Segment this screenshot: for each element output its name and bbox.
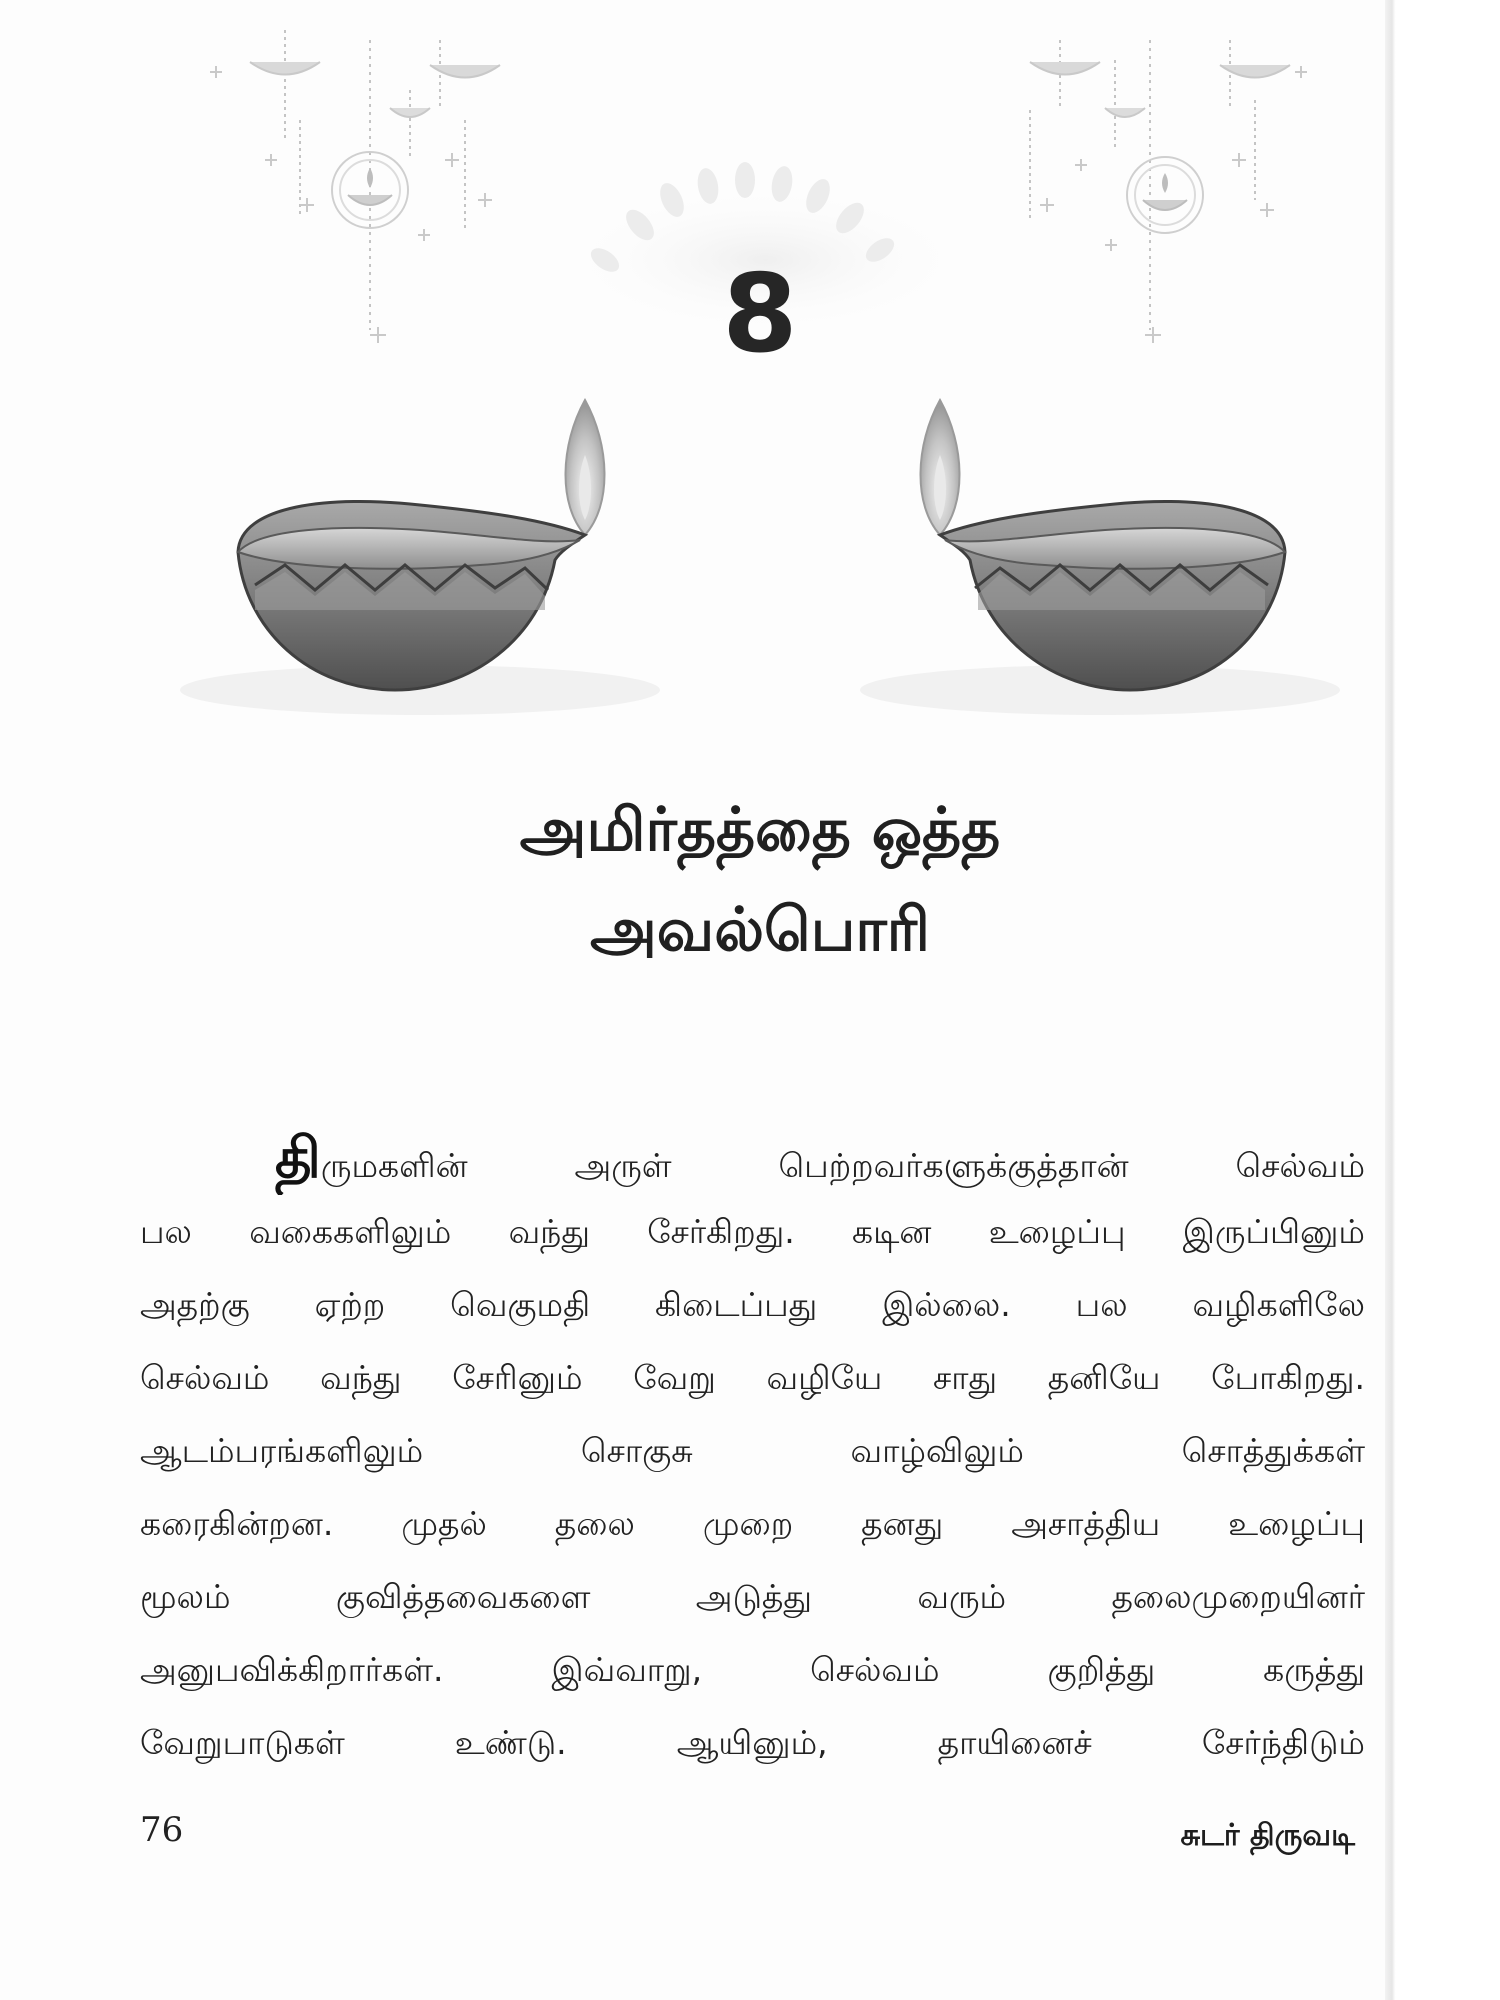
paragraph-line: வேறுபாடுகள் உண்டு. ஆயினும், தாயினைச் சேர்ந்திடும் <box>140 1723 1365 1762</box>
chapter-header-illustration <box>0 0 1500 780</box>
chapter-number: 8 <box>722 252 798 377</box>
oil-lamp-icon <box>238 400 605 690</box>
paragraph-line: ஆடம்பரங்களிலும் சொகுசு வாழ்விலும் சொத்துக்கள் <box>140 1431 1365 1470</box>
chapter-title-line-2: அவல்பொரி <box>590 895 930 965</box>
paragraph-first-line <box>140 1122 1365 1195</box>
paragraph-line: அனுபவிக்கிறார்கள். இவ்வாறு, செல்வம் குறித்து கருத்து <box>140 1650 1365 1689</box>
chapter-title-line-1: அமிர்தத்தை ஒத்த <box>519 795 1001 865</box>
drop-cap: தி <box>275 1126 321 1191</box>
hanging-lamps-icon <box>1030 40 1307 343</box>
hanging-lamps-icon <box>210 30 500 343</box>
paragraph-line: கரைகின்றன. முதல் தலை முறை தனது அசாத்திய உழைப்பு <box>140 1504 1365 1543</box>
paragraph-line: செல்வம் வந்து சேரினும் வேறு வழியே சாது தனியே போகிறது. <box>140 1358 1365 1397</box>
chapter-title <box>300 780 1220 980</box>
book-title-footer: சுடர் திருவடி <box>1180 1818 1355 1853</box>
paragraph-line: அதற்கு ஏற்ற வெகுமதி கிடைப்பது இல்லை. பல வழிகளிலே <box>140 1285 1365 1324</box>
body-paragraph <box>140 1122 1365 1779</box>
paragraph-line: பல வகைகளிலும் வந்து சேர்கிறது. கடின உழைப்பு இருப்பினும் <box>140 1212 1365 1251</box>
paragraph-line: மூலம் குவித்தவைகளை அடுத்து வரும் தலைமுறையினர் <box>140 1577 1365 1616</box>
first-line-text: ருமகளின் அருள் பெற்றவர்களுக்குத்தான் செல்வம் <box>320 1146 1365 1185</box>
page-number: 76 <box>140 1810 184 1850</box>
oil-lamp-icon <box>920 400 1285 690</box>
